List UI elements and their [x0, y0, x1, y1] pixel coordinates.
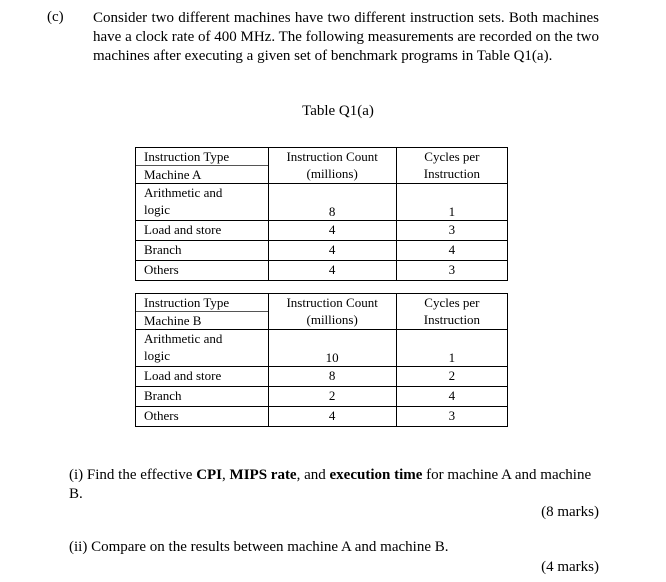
table-machine-b [135, 293, 508, 427]
table-row: Branch 2 4 [136, 387, 508, 407]
table-machine-a [135, 147, 508, 281]
part-ii-question: (ii) Compare on the results between machine A and machine B. [69, 539, 449, 555]
table-row: Arithmetic and logic 8 1 [136, 184, 508, 221]
question-intro: Consider two different machines have two different instruction sets. Both machines have a clock rate of 400 MHz. The following measurements are recorded on the two machines after executing a given set of benchmark programs in Table Q1(a). [93, 10, 599, 64]
table-row: Branch 4 4 [136, 241, 508, 261]
header-instruction-type: Instruction Type [136, 148, 268, 166]
table-row: Load and store 8 2 [136, 367, 508, 387]
header-cycles-per-instruction: Cycles per Instruction [423, 149, 481, 181]
header-instruction-type: Instruction Type [136, 294, 268, 312]
table-row: Arithmetic and logic 10 1 [136, 330, 508, 367]
header-instruction-count: Instruction Count (millions) [268, 294, 396, 330]
table-caption: Table Q1(a) [302, 103, 374, 119]
part-ii-marks: (4 marks) [541, 559, 599, 575]
header-cell-type [136, 148, 269, 184]
question-label: (c) [47, 9, 64, 25]
table-row: Others 4 3 [136, 407, 508, 427]
part-i-marks: (8 marks) [541, 504, 599, 520]
header-cycles-per-instruction: Cycles per Instruction [423, 295, 481, 327]
table-row: Load and store 4 3 [136, 221, 508, 241]
part-i-question: (i) Find the effective CPI, MIPS rate, and execution time for machine A and machine B. [69, 467, 592, 502]
header-cell-type [136, 294, 269, 330]
header-instruction-count: Instruction Count (millions) [268, 148, 396, 184]
table-row: Others 4 3 [136, 261, 508, 281]
machine-label: Machine A [144, 167, 202, 182]
machine-label: Machine B [144, 313, 202, 328]
